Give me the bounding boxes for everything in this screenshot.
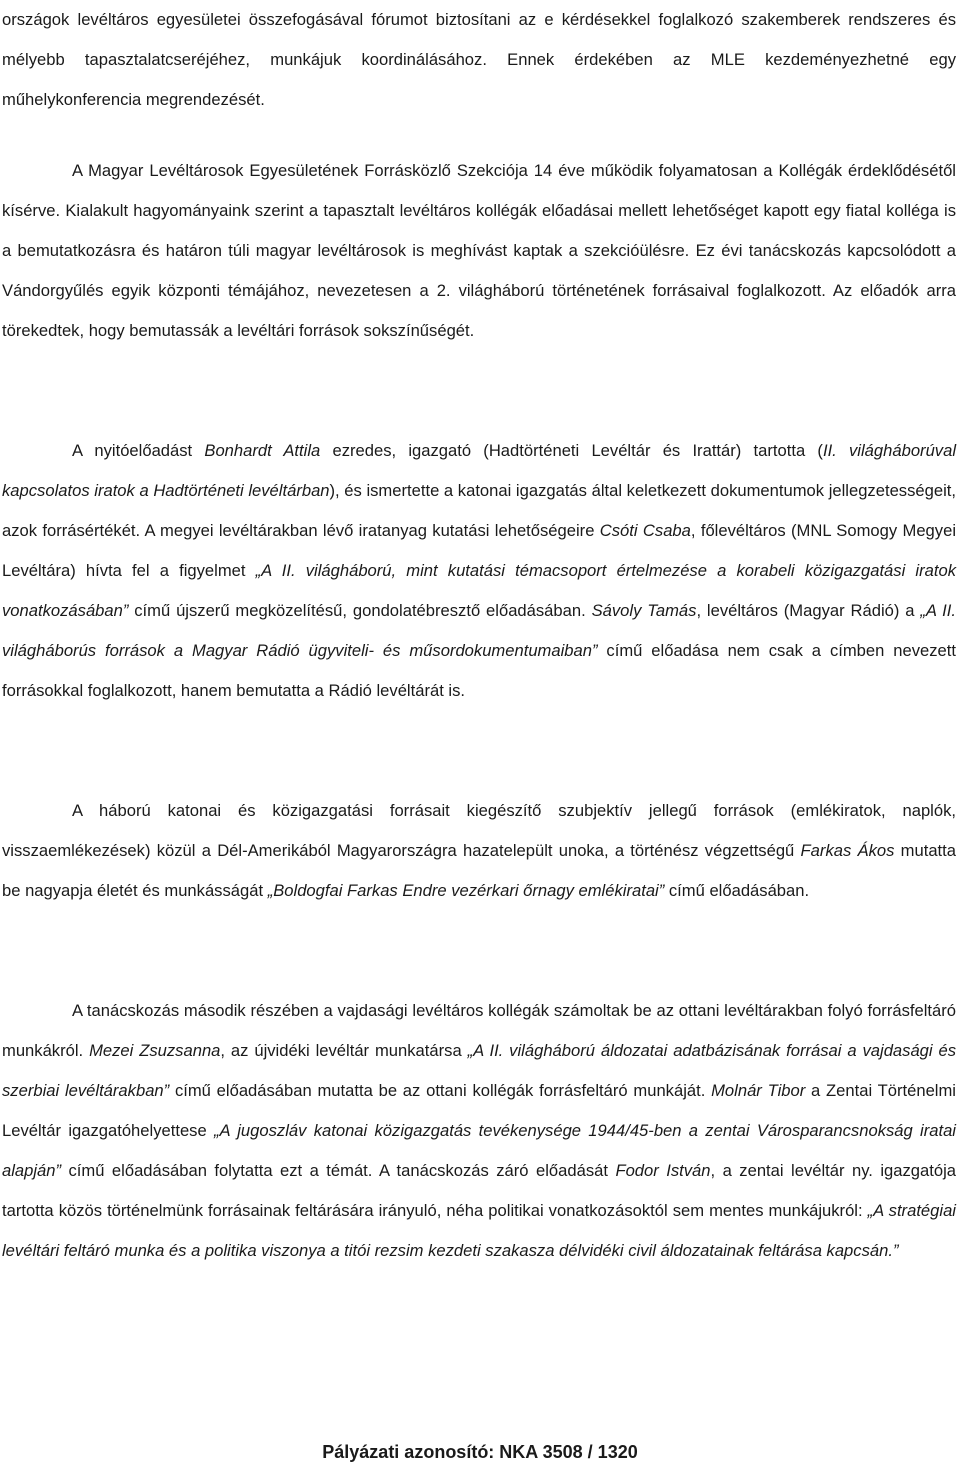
text-segment: című előadásában.	[664, 881, 810, 900]
italic-text-segment: „A jugoszláv katonai közigazgatás tevékenysége 1944/45-ben a zentai Városparancsnokság iratai alapján”	[2, 1121, 956, 1180]
text-segment: mutatta be nagyapja életét és munkásságát	[2, 841, 956, 900]
italic-text-segment: Mezei Zsuzsanna	[89, 1041, 221, 1060]
italic-text-segment: „A stratégiai levéltári feltáró munka és a politika viszonya a titói rezsim kezdeti szakasza délvidéki civil áldozatainak feltárása kapcsán.”	[2, 1201, 956, 1260]
paragraph-intro-continuation	[2, 0, 956, 120]
text-segment: című előadásában folytatta ezt a témát. A tanácskozás záró előadását	[61, 1161, 616, 1180]
text-segment: ezredes, igazgató (Hadtörténeti Levéltár és Irattár) tartotta (	[320, 441, 823, 460]
text-segment: című újszerű megközelítésű, gondolatébresztő előadásában.	[128, 601, 592, 620]
italic-text-segment: „A II. világháború áldozatai adatbázisának forrásai a vajdasági és szerbiai levéltárakban”	[2, 1041, 957, 1100]
paragraph-section-history	[2, 151, 956, 351]
italic-text-segment: Csóti Csaba	[599, 521, 691, 540]
footer-grant-id: Pályázati azonosító: NKA 3508 / 1320	[322, 1442, 638, 1462]
paragraph-vojvodina-archivists	[2, 991, 956, 1271]
text-segment: című előadásában mutatta be az ottani kollégák forrásfeltáró munkáját.	[169, 1081, 712, 1100]
italic-text-segment: „Boldogfai Farkas Endre vezérkari őrnagy emlékiratai”	[267, 881, 665, 900]
text-segment: , az újvidéki levéltár munkatársa	[220, 1041, 468, 1060]
italic-text-segment: II. világháborúval kapcsolatos iratok a Hadtörténeti levéltárban	[2, 441, 957, 500]
text-segment: , főlevéltáros (MNL Somogy Megyei Levéltára) hívta fel a figyelmet	[2, 521, 957, 580]
text-segment: , a zentai levéltár ny. igazgatója tartotta közös történelmünk forrásainak feltárására irányuló, néha politikai vonatkozásoktól sem mentes munkájukról:	[2, 1161, 957, 1220]
italic-text-segment: Sávoly Tamás	[591, 601, 697, 620]
text-segment: című előadása nem csak a címben nevezett forrásokkal foglalkozott, hanem bemutatta a Rádió levéltárát is.	[2, 641, 956, 700]
paragraph-opening-lectures	[2, 431, 956, 711]
text-segment: , levéltáros (Magyar Rádió) a	[696, 601, 921, 620]
text-segment: országok levéltáros egyesületei összefogásával fórumot biztosítani az e kérdésekkel foglalkozó szakemberek rendszeres és mélyebb tapasztalatcseréjéhez, munkájuk koordinálásához. Ennek érdekében az MLE kezdeményezhetné egy műhelykonferencia megrendezését.	[2, 10, 956, 109]
text-segment: ), és ismertette a katonai igazgatás által keletkezett dokumentumok jellegzetességeit, azok forrásértékét. A megyei levéltárakban lévő iratanyag kutatási lehetőségeire	[2, 481, 956, 540]
text-segment: A tanácskozás második részében a vajdasági levéltáros kollégák számoltak be az ottani levéltárakban folyó forrásfeltáró munkákról.	[2, 1001, 956, 1060]
italic-text-segment: Molnár Tibor	[711, 1081, 806, 1100]
italic-text-segment: Fodor István	[615, 1161, 711, 1180]
italic-text-segment: Bonhardt Attila	[204, 441, 321, 460]
text-segment: A nyitóelőadást	[72, 441, 205, 460]
paragraph-memoir-sources	[2, 791, 956, 911]
text-segment: A háború katonai és közigazgatási forrásait kiegészítő szubjektív jellegű források (emlékiratok, naplók, visszaemlékezések) közül a Dél-Amerikából Magyarországra hazatelepült unoka, a történész végzettségű	[2, 801, 956, 860]
italic-text-segment: Farkas Ákos	[800, 841, 895, 860]
text-segment: A Magyar Levéltárosok Egyesületének Forrásközlő Szekciója 14 éve működik folyamatosan a Kollégák érdeklődésétől kísérve. Kialakult hagyományaink szerint a tapasztalt levéltáros kollégák előadásai mellett lehetőséget kapott egy fiatal kolléga is a bemutatkozásra és határon túli magyar levéltárosok is meghívást kaptak a szekcióülésre. Ez évi tanácskozás kapcsolódott a Vándorgyűlés egyik központi témájához, nevezetesen a 2. világháború történetének forrásaival foglalkozott. Az előadók arra törekedtek, hogy bemutassák a levéltári források sokszínűségét.	[2, 161, 956, 340]
text-segment: a Zentai Történelmi Levéltár igazgatóhelyettese	[2, 1081, 956, 1140]
italic-text-segment: „A II. világháborús források a Magyar Rádió ügyviteli- és műsordokumentumaiban”	[2, 601, 957, 660]
italic-text-segment: „A II. világháború, mint kutatási témacsoport értelmezése a korabeli közigazgatási iratok vonatkozásában”	[2, 561, 956, 620]
